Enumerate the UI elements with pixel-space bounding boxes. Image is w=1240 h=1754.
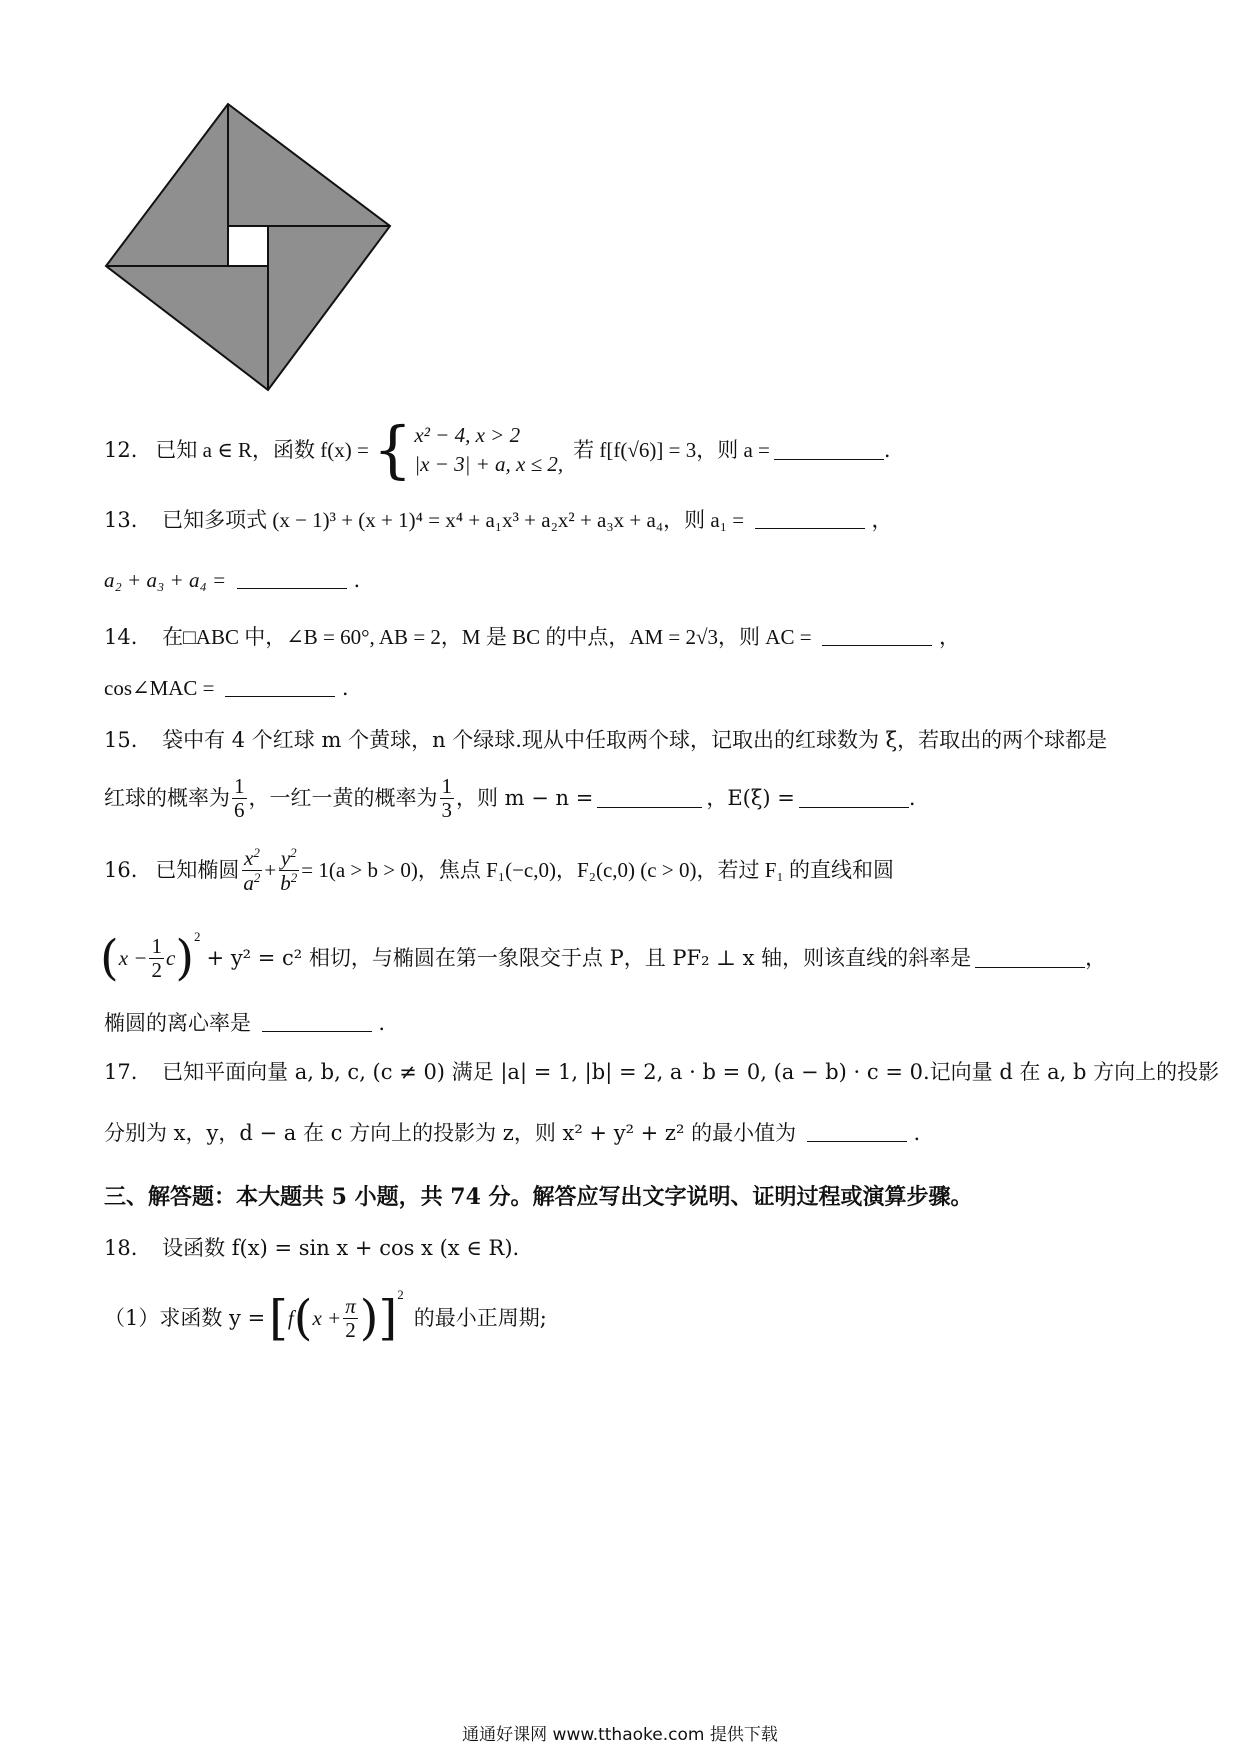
question-13 xyxy=(104,510,893,531)
q12-case-1: x² − 4, x > 2 xyxy=(414,423,521,447)
q16-text: 已知椭圆 xyxy=(155,857,240,882)
q18-number: 18. xyxy=(104,1236,138,1260)
q14-answer-blank-1[interactable] xyxy=(822,627,932,646)
question-16-line-3 xyxy=(104,1013,385,1034)
q13-end-2: . xyxy=(353,568,361,592)
q14-number: 14. xyxy=(104,625,138,649)
q17-end: . xyxy=(913,1121,921,1145)
q12-brace: { xyxy=(372,413,413,486)
q16-answer-blank-2[interactable] xyxy=(262,1013,372,1032)
q14-end-1: ， xyxy=(938,625,960,649)
q18-part-1a: （1）求函数 y = xyxy=(104,1305,266,1330)
q16-fraction-y-den: $b^2$ xyxy=(280,869,298,895)
question-16-line-2: ( x − $\frac{1}{2}$ c ) 2 + y² = c² 相切，与椭圆在第一象限交于点 P，且 PF₂ ⊥ x 轴，则该直线的斜率是 ， xyxy=(100,929,1107,986)
q13-text: 已知多项式 (x − 1)³ + (x + 1)⁴ = x⁴ + a₁x³ + a₂x² + a₃x + a₄，则 a₁ = xyxy=(162,508,745,532)
q12-condition: 若 f[f(√6)] = 3，则 a = xyxy=(573,437,770,462)
question-17-line-2 xyxy=(104,1123,920,1144)
question-15-line-2 xyxy=(104,770,916,826)
q12-text: 已知 a ∈ R，函数 f(x) = xyxy=(155,437,369,462)
q15-line-2b: ，一红一黄的概率为 xyxy=(248,785,438,810)
q16-fraction-x-den: $a^2$ xyxy=(243,869,261,895)
q16-half-den: 2 xyxy=(151,957,162,982)
q15-fraction-1 xyxy=(232,775,247,820)
q16-line-2: + y² = c² 相切，与椭圆在第一象限交于点 P，且 PF₂ ⊥ x 轴，则该直线的斜率是 xyxy=(206,945,972,970)
question-16: 16. 已知椭圆 $\frac{x^2}{a^2}$ + $\frac{y^2}{b^2}$ = 1(a > b > 0)，焦点 F₁(−c,0)，F₂(c,0) (c > 0)，若过 F₁ 的直线和圆 xyxy=(104,845,894,895)
q18-close-bracket: ] xyxy=(378,1290,398,1346)
q14-text: 在□ABC 中，∠B = 60°, AB = 2，M 是 BC 的中点，AM = 2√3，则 AC = xyxy=(162,625,812,649)
question-12 xyxy=(104,413,891,486)
q18-part-1b: 的最小正周期; xyxy=(413,1305,547,1330)
q18-close-paren: ) xyxy=(359,1290,379,1346)
q14-line-2: cos∠MAC = xyxy=(104,676,215,700)
q15-fraction-2 xyxy=(440,775,455,820)
q16-fraction-y-num: $y^2$ xyxy=(280,845,297,871)
q16-half-fraction xyxy=(149,935,164,980)
q15-answer-blank-2[interactable] xyxy=(799,789,909,808)
q15-fraction-1-denominator: 6 xyxy=(234,797,245,822)
q18-open-bracket: [ xyxy=(269,1290,288,1346)
q13-end-1: ， xyxy=(871,508,893,532)
q12-answer-blank[interactable] xyxy=(774,441,884,460)
question-14 xyxy=(104,627,960,648)
page-footer: 通通好课网 www.tthaoke.com 提供下载 xyxy=(462,1725,778,1745)
q13-line-2: a₂ + a₃ + a₄ = xyxy=(104,568,227,592)
q16-number: 16. xyxy=(104,857,138,882)
q15-fraction-2-numerator: 1 xyxy=(441,774,452,799)
q13-answer-blank-1[interactable] xyxy=(755,510,865,529)
q16-half-num: 1 xyxy=(151,934,162,959)
q18-text: 设函数 f(x) = sin x + cos x (x ∈ R). xyxy=(162,1236,520,1260)
q16-answer-blank-1[interactable] xyxy=(975,949,1085,968)
q15-line-2d: ，E(ξ) = xyxy=(706,785,795,810)
q13-number: 13. xyxy=(104,508,138,532)
q15-line-2a: 红球的概率为 xyxy=(104,785,230,810)
q17-number: 17. xyxy=(104,1060,138,1084)
q16-equation: = 1(a > b > 0)，焦点 F₁(−c,0)，F₂(c,0) (c > 0)，若过 F₁ 的直线和圆 xyxy=(301,857,894,882)
q16-end-3: . xyxy=(378,1011,386,1035)
q18-open-paren: ( xyxy=(293,1290,313,1346)
q15-fraction-2-denominator: 3 xyxy=(441,797,452,822)
q16-fraction-x-num: $x^2$ xyxy=(243,845,260,871)
q16-close-paren: ) xyxy=(175,930,195,986)
q16-end-1: ， xyxy=(1085,945,1107,970)
q18-pi-den: 2 xyxy=(345,1317,356,1342)
section-3-heading: 三、解答题：本大题共 5 小题，共 74 分。解答应写出文字说明、证明过程或演算步骤。 xyxy=(104,1184,973,1210)
q16-line-3: 椭圆的离心率是 xyxy=(104,1011,251,1035)
pinwheel-square-figure xyxy=(100,100,400,400)
question-18-part-1: （1）求函数 y = [ f ( x + $\frac{\pi}{2}$ ) ] 2 的最小正周期; xyxy=(104,1287,547,1346)
q16-fraction-x xyxy=(241,846,262,893)
q14-end-2: . xyxy=(341,676,349,700)
q18-pi-num: π xyxy=(345,1294,356,1319)
q17-line-2: 分别为 x，y，d − a 在 c 方向上的投影为 z，则 x² + y² + z² 的最小值为 xyxy=(104,1121,797,1145)
q17-text: 已知平面向量 a, b, c, (c ≠ 0) 满足 |a| = 1, |b| = 2, a · b = 0, (a − b) · c = 0.记向量 d 在 a, b 方向上的投影 xyxy=(162,1060,1220,1084)
q15-answer-blank-1[interactable] xyxy=(597,789,702,808)
q12-case-2: |x − 3| + a, x ≤ 2, xyxy=(414,452,564,476)
q17-answer-blank[interactable] xyxy=(807,1123,907,1142)
question-15 xyxy=(104,730,1107,751)
question-18 xyxy=(104,1238,519,1259)
q18-pi-fraction xyxy=(343,1295,358,1340)
question-14-line-2 xyxy=(104,678,349,699)
q15-end: . xyxy=(908,785,916,810)
q15-fraction-1-numerator: 1 xyxy=(234,774,245,799)
question-13-line-2 xyxy=(104,570,360,591)
q13-answer-blank-2[interactable] xyxy=(237,570,347,589)
q12-number: 12. xyxy=(104,437,138,462)
question-17 xyxy=(104,1062,1219,1083)
q15-line-2c: ，则 m − n = xyxy=(456,785,594,810)
q15-number: 15. xyxy=(104,728,138,752)
q15-text: 袋中有 4 个红球 m 个黄球，n 个绿球.现从中任取两个球，记取出的红球数为 ξ，若取出的两个球都是 xyxy=(162,728,1108,752)
q12-end: . xyxy=(883,437,891,462)
q14-answer-blank-2[interactable] xyxy=(225,678,335,697)
q16-open-paren: ( xyxy=(100,930,119,986)
q16-fraction-y xyxy=(278,846,299,893)
